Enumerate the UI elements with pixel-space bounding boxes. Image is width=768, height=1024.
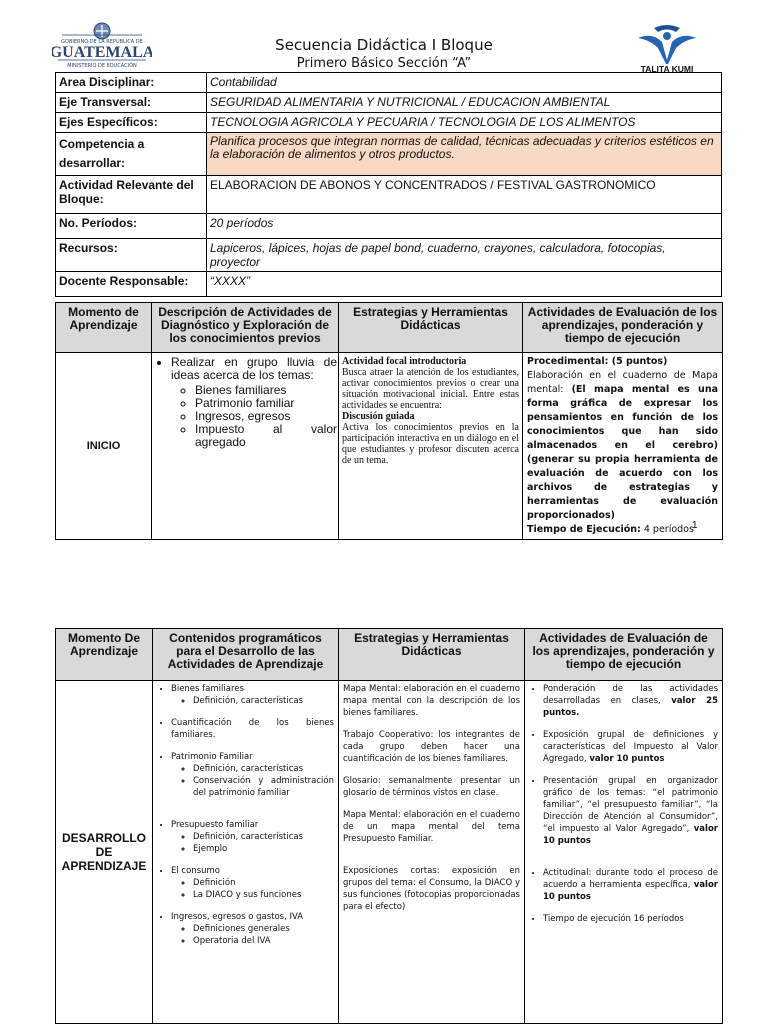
table-header-row: [56, 303, 723, 353]
column-header: Descripción de Actividades de Diagnóstico y Exploración de los conocimientos previos: [152, 303, 339, 353]
content-subitem: ◦ Definiciones generales: [193, 923, 334, 935]
strategy-paragraph: Mapa Mental: elaboración en el cuaderno mapa mental con la descripción de los bienes familiares.: [343, 684, 520, 718]
info-value: “XXXX”: [207, 272, 722, 297]
info-value: Contabilidad: [207, 73, 722, 93]
strategy-paragraph: Mapa Mental: elaboración en el cuaderno de un mapa mental del tema Presupuesto Familiar.: [343, 810, 520, 844]
info-row: [56, 239, 722, 272]
evaluation-text: Elaboración en el cuaderno de Mapa mental:: [527, 370, 718, 395]
table-row: [56, 353, 723, 540]
info-value: 20 períodos: [207, 214, 722, 239]
info-label: Competencia a desarrollar:: [56, 133, 207, 176]
strategy-paragraph: Trabajo Cooperativo: los integrantes de cada grupo deben hacer una cuantificación de los bienes familiares.: [343, 730, 520, 764]
content-title: Cuantificación de los bienes familiares.: [171, 718, 334, 740]
info-label: Recursos:: [56, 239, 207, 272]
list-item-text: Realizar en grupo lluvia de ideas acerca de los temas:: [171, 355, 337, 382]
content-item: [171, 819, 334, 865]
column-header: Actividades de Evaluación de los aprendizajes, ponderación y tiempo de ejecución: [523, 303, 723, 353]
content-item: [171, 717, 334, 751]
moment-cell: DESARROLLO DE APRENDIZAJE: [56, 681, 153, 1024]
contents-cell: [153, 681, 339, 1024]
evaluation-text: Actitudinal: durante todo el proceso de acuerdo a herramienta específica,: [543, 868, 718, 890]
evaluation-value: valor 25 puntos.: [543, 696, 718, 718]
column-header: Contenidos programáticos para el Desarrollo de las Actividades de Aprendizaje: [153, 629, 339, 681]
topic-item: ◦ Bienes familiares: [195, 384, 337, 397]
content-item: [171, 751, 334, 819]
content-subitem: ◦ Definición: [193, 877, 334, 889]
evaluation-value: valor 10 puntos: [543, 880, 719, 902]
info-row: [56, 133, 722, 176]
info-value: ELABORACION DE ABONOS Y CONCENTRADOS / FESTIVAL GASTRONOMICO: [207, 176, 722, 214]
info-row: [56, 272, 722, 297]
evaluation-item: [543, 913, 718, 925]
content-item: [171, 683, 334, 717]
content-subitem: ◦ Definición, características: [193, 763, 334, 775]
content-title: Ingresos, egresos o gastos, IVA: [171, 912, 304, 922]
info-value: Planifica procesos que integran normas de calidad, técnicas adecuadas y criterios estéticos en la elaboración de alimentos y otros productos.: [207, 133, 722, 176]
content-title: Presupuesto familiar: [171, 820, 259, 830]
info-label: Ejes Específicos:: [56, 113, 207, 133]
list-item: [171, 356, 337, 449]
content-item: [171, 865, 334, 911]
evaluation-heading: Procedimental: (5 puntos): [527, 356, 668, 367]
info-label: Docente Responsable:: [56, 272, 207, 297]
evaluation-text: Exposición grupal de definiciones y características del Impuesto al Valor Agregado,: [543, 730, 718, 764]
table-row: [56, 681, 723, 1024]
info-label: Eje Transversal:: [56, 93, 207, 113]
evaluation-item: [543, 867, 718, 913]
content-title: El consumo: [171, 866, 220, 876]
column-header: Momento De Aprendizaje: [56, 629, 153, 681]
strategies-cell: [339, 681, 525, 1024]
info-row: [56, 93, 722, 113]
info-label: No. Períodos:: [56, 214, 207, 239]
document-subtitle: Primero Básico Sección “A”: [296, 56, 472, 71]
content-subitem: ◦ Ejemplo: [193, 843, 334, 855]
strategy-text: Busca atraer la atención de los estudiantes, activar conocimientos previos o crear una situación motivacional inicial. Entre estas actividades se encuentra:: [342, 367, 519, 411]
evaluation-cell: [523, 353, 723, 540]
document-title: Secuencia Didáctica I Bloque: [275, 36, 493, 54]
evaluation-text: Ponderación de las actividades desarrolladas en clases,: [543, 684, 718, 706]
table-header-row: [56, 629, 723, 681]
logo-line2: GUATEMALA: [52, 44, 152, 61]
info-value: SEGURIDAD ALIMENTARIA Y NUTRICIONAL / EDUCACION AMBIENTAL: [207, 93, 722, 113]
topic-item: ◦ Patrimonio familiar: [195, 397, 337, 410]
content-subitem: ◦ Conservación y administración del patrimonio familiar: [193, 775, 334, 799]
strategy-paragraph: Glosario: semanalmente presentar un glosario de términos vistos en clase.: [343, 776, 520, 798]
info-value: TECNOLOGIA AGRICOLA Y PECUARIA / TECNOLOGIA DE LOS ALIMENTOS: [207, 113, 722, 133]
desarrollo-table: [55, 628, 723, 1024]
column-header: Estrategias y Herramientas Didácticas: [339, 303, 523, 353]
moment-cell: INICIO: [56, 353, 152, 540]
strategy-heading: Actividad focal introductoria: [342, 356, 467, 367]
content-subitem: ◦ Operatoria del IVA: [193, 935, 334, 947]
evaluation-text: Presentación grupal en organizador gráfico de los temas: “el patrimonio familiar”, “el presupuesto familiar”, “la Dirección de Atención al Consumidor”, “el impuesto al Valor Agregado”,: [543, 776, 718, 834]
time-label: Tiempo de Ejecución:: [527, 524, 641, 535]
topic-item: ◦ Impuesto al valor agregado: [195, 423, 337, 449]
talita-kumi-text: TALITA KUMI: [640, 64, 694, 74]
info-value: Lapiceros, lápices, hojas de papel bond, cuaderno, crayones, calculadora, fotocopias, proyector: [207, 239, 722, 272]
info-row: [56, 73, 722, 93]
info-row: [56, 176, 722, 214]
description-cell: [152, 353, 339, 540]
inicio-table: [55, 302, 723, 540]
column-header: Actividades de Evaluación de los aprendizajes, ponderación y tiempo de ejecución: [525, 629, 723, 681]
content-title: Patrimonio Familiar: [171, 752, 253, 762]
info-row: [56, 113, 722, 133]
column-header: Estrategias y Herramientas Didácticas: [339, 629, 525, 681]
time-value: 4 períodos: [643, 524, 694, 535]
evaluation-item: [543, 729, 718, 775]
strategy-text: Activa los conocimientos previos en la participación interactiva en un diálogo en el que estudiantes y profesor discuten acerca de un tema.: [342, 422, 519, 466]
info-table: [55, 72, 722, 297]
info-label: Area Disciplinar:: [56, 73, 207, 93]
page-number: 1: [692, 520, 698, 531]
evaluation-value: valor 10 puntos: [543, 824, 718, 846]
strategy-heading: Discusión guiada: [342, 411, 415, 422]
evaluation-item: [543, 683, 718, 729]
content-title: Bienes familiares: [171, 684, 244, 694]
logo-line3: MINISTERIO DE EDUCACIÓN: [67, 63, 137, 69]
column-header: Momento de Aprendizaje: [56, 303, 152, 353]
strategy-cell: [339, 353, 523, 540]
evaluation-item: [543, 775, 718, 867]
evaluation-value: valor 10 puntos: [589, 754, 665, 764]
logo-line1: GOBIERNO DE LA REPÚBLICA DE: [61, 39, 143, 45]
evaluation-note: (El mapa mental es una forma gráfica de expresar los pensamientos en función de los conocimientos que han sido almacenados en el cerebro) (generar su propia herramienta de evaluación de acuerdo con los archivos de estrategias y herramientas de evaluación proporcionados): [527, 384, 718, 521]
content-item: [171, 911, 334, 947]
content-subitem: ◦ Definición, características: [193, 831, 334, 843]
content-subitem: ◦ La DIACO y sus funciones: [193, 889, 334, 901]
evaluation-text: Tiempo de ejecución 16 períodos: [543, 914, 684, 924]
info-row: [56, 214, 722, 239]
topic-item: ◦ Ingresos, egresos: [195, 410, 337, 423]
info-label: Actividad Relevante del Bloque:: [56, 176, 207, 214]
strategy-paragraph: Exposiciones cortas: exposición en grupos del tema: el Consumo, la DIACO y sus funciones (fotocopias proporcionadas para el efecto): [343, 866, 520, 912]
content-subitem: ◦ Definición, características: [193, 695, 334, 707]
evaluations-cell: [525, 681, 723, 1024]
